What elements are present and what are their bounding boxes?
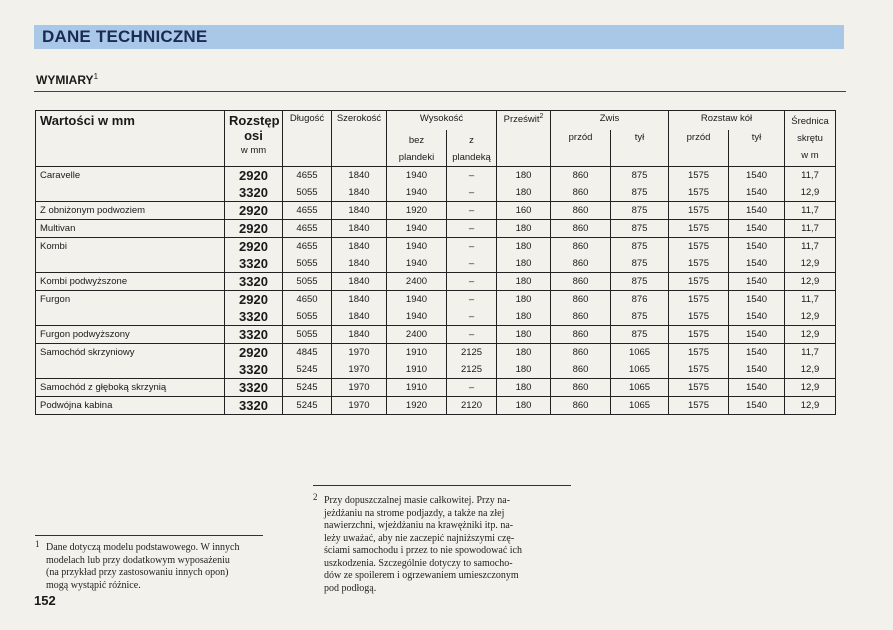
turning-diameter-cell: 11,7: [785, 202, 836, 220]
page-title: DANE TECHNICZNE: [42, 27, 208, 46]
width-cell: 1970: [332, 397, 387, 415]
track-front-cell: 1575: [669, 291, 729, 309]
turning-diameter-cell: 11,7: [785, 220, 836, 238]
width-cell: 1840: [332, 220, 387, 238]
track-front-cell: 1575: [669, 308, 729, 326]
track-front-cell: 1575: [669, 220, 729, 238]
footnote-line: pod podłogą.: [324, 582, 377, 594]
wheelbase-cell: 3320: [225, 184, 283, 202]
overhang-front-cell: 860: [551, 202, 611, 220]
header-wheelbase-label: Rozstęp osi: [229, 113, 280, 143]
table-row: [36, 167, 836, 185]
width-cell: 1840: [332, 167, 387, 185]
length-cell: 5245: [283, 397, 332, 415]
footnote-1-mark: 1: [35, 539, 40, 549]
height-tarp-cell: –: [447, 238, 497, 256]
track-rear-cell: 1540: [729, 220, 785, 238]
footnote-line: uszkodzenia. Szczególnie dotyczy to samocho-: [324, 557, 513, 569]
track-rear-cell: 1540: [729, 167, 785, 185]
track-rear-cell: 1540: [729, 379, 785, 397]
model-name-cell: Kombi: [36, 238, 225, 256]
table-row: [36, 308, 836, 326]
header-clearance-mark: 2: [539, 113, 544, 120]
turning-diameter-cell: 12,9: [785, 361, 836, 379]
height-tarp-cell: –: [447, 379, 497, 397]
dimensions-table: [35, 110, 836, 415]
overhang-rear-cell: 875: [611, 202, 669, 220]
overhang-rear-cell: 875: [611, 184, 669, 202]
clearance-cell: 180: [497, 273, 551, 291]
turning-diameter-cell: 12,9: [785, 397, 836, 415]
model-name-cell: [36, 361, 225, 379]
track-rear-cell: 1540: [729, 202, 785, 220]
track-rear-cell: 1540: [729, 361, 785, 379]
model-name-cell: Z obniżonym podwoziem: [36, 202, 225, 220]
table-row: [36, 344, 836, 362]
overhang-front-cell: 860: [551, 167, 611, 185]
width-cell: 1840: [332, 202, 387, 220]
header-clearance-label: Prześwit: [503, 114, 540, 126]
width-cell: 1840: [332, 308, 387, 326]
overhang-front-cell: 860: [551, 220, 611, 238]
length-cell: 5055: [283, 184, 332, 202]
height-tarp-cell: –: [447, 273, 497, 291]
clearance-cell: 180: [497, 220, 551, 238]
track-rear-cell: 1540: [729, 291, 785, 309]
footnote-line: ściami samochodu i przez to nie spowodować ich: [324, 545, 522, 556]
track-rear-cell: 1540: [729, 184, 785, 202]
model-name-cell: Samochód skrzyniowy: [36, 344, 225, 362]
width-cell: 1840: [332, 273, 387, 291]
wheelbase-cell: 2920: [225, 238, 283, 256]
section-banner: [34, 25, 844, 49]
table-row: [36, 220, 836, 238]
dimensions-table-body: [36, 167, 836, 415]
overhang-front-cell: 860: [551, 379, 611, 397]
overhang-front-cell: 860: [551, 184, 611, 202]
header-height-no-tarp: bez plandeki: [387, 130, 447, 167]
turning-diameter-cell: 11,7: [785, 344, 836, 362]
footnote-1: [35, 539, 286, 592]
height-tarp-cell: –: [447, 220, 497, 238]
height-no-tarp-cell: 1940: [387, 308, 447, 326]
overhang-rear-cell: 875: [611, 220, 669, 238]
length-cell: 4655: [283, 167, 332, 185]
clearance-cell: 180: [497, 326, 551, 344]
footnote-line: mogą wystąpić różnice.: [46, 579, 141, 591]
header-track: Rozstaw kół: [669, 111, 785, 131]
height-no-tarp-cell: 1940: [387, 167, 447, 185]
width-cell: 1970: [332, 344, 387, 362]
width-cell: 1840: [332, 238, 387, 256]
page-number: 152: [34, 593, 56, 608]
width-cell: 1970: [332, 379, 387, 397]
table-row: [36, 273, 836, 291]
width-cell: 1840: [332, 291, 387, 309]
overhang-front-cell: 860: [551, 238, 611, 256]
turning-diameter-cell: 12,9: [785, 273, 836, 291]
model-name-cell: [36, 308, 225, 326]
height-tarp-cell: 2120: [447, 397, 497, 415]
wheelbase-cell: 3320: [225, 361, 283, 379]
overhang-rear-cell: 875: [611, 238, 669, 256]
footnote-line: Przy dopuszczalnej masie całkowitej. Przy na-: [324, 495, 511, 506]
footnote-1-rule: [35, 535, 263, 536]
turning-diameter-cell: 12,9: [785, 184, 836, 202]
height-no-tarp-cell: 1920: [387, 202, 447, 220]
overhang-front-cell: 860: [551, 308, 611, 326]
height-tarp-cell: 2125: [447, 361, 497, 379]
height-no-tarp-cell: 1910: [387, 344, 447, 362]
header-overhang-rear: tył: [611, 130, 669, 167]
header-wheelbase: [225, 111, 283, 167]
overhang-rear-cell: 1065: [611, 344, 669, 362]
track-front-cell: 1575: [669, 379, 729, 397]
length-cell: 5245: [283, 361, 332, 379]
length-cell: 5055: [283, 255, 332, 273]
wheelbase-cell: 3320: [225, 308, 283, 326]
turning-diameter-cell: 12,9: [785, 326, 836, 344]
height-tarp-cell: 2125: [447, 344, 497, 362]
model-name-cell: [36, 255, 225, 273]
model-name-cell: Kombi podwyższone: [36, 273, 225, 291]
track-rear-cell: 1540: [729, 238, 785, 256]
overhang-front-cell: 860: [551, 344, 611, 362]
track-rear-cell: 1540: [729, 255, 785, 273]
table-row: [36, 184, 836, 202]
overhang-front-cell: 860: [551, 326, 611, 344]
height-tarp-cell: –: [447, 167, 497, 185]
overhang-rear-cell: 875: [611, 167, 669, 185]
overhang-rear-cell: 876: [611, 291, 669, 309]
overhang-rear-cell: 1065: [611, 397, 669, 415]
table-row: [36, 291, 836, 309]
wheelbase-cell: 3320: [225, 273, 283, 291]
wheelbase-cell: 2920: [225, 202, 283, 220]
model-name-cell: [36, 184, 225, 202]
model-name-cell: Multivan: [36, 220, 225, 238]
height-no-tarp-cell: 1940: [387, 255, 447, 273]
height-tarp-cell: –: [447, 291, 497, 309]
height-no-tarp-cell: 1940: [387, 238, 447, 256]
track-front-cell: 1575: [669, 167, 729, 185]
track-rear-cell: 1540: [729, 397, 785, 415]
height-no-tarp-cell: 1910: [387, 361, 447, 379]
track-front-cell: 1575: [669, 326, 729, 344]
turning-diameter-cell: 12,9: [785, 308, 836, 326]
track-rear-cell: 1540: [729, 344, 785, 362]
wheelbase-cell: 2920: [225, 344, 283, 362]
model-name-cell: Caravelle: [36, 167, 225, 185]
footnote-line: leży uważać, aby nie zaczepić najniższymi czę-: [324, 532, 515, 544]
clearance-cell: 180: [497, 308, 551, 326]
turning-diameter-cell: 11,7: [785, 167, 836, 185]
table-row: [36, 361, 836, 379]
overhang-rear-cell: 875: [611, 326, 669, 344]
model-name-cell: Furgon: [36, 291, 225, 309]
width-cell: 1840: [332, 184, 387, 202]
model-name-cell: Samochód z głęboką skrzynią: [36, 379, 225, 397]
footnote-line: nawierzchni, wjeżdżaniu na krawężniki itp. na-: [324, 520, 514, 531]
height-tarp-cell: –: [447, 255, 497, 273]
clearance-cell: 160: [497, 202, 551, 220]
header-wheelbase-unit: w mm: [240, 145, 267, 156]
section-footnote-mark: 1: [93, 72, 99, 81]
length-cell: 4655: [283, 238, 332, 256]
height-no-tarp-cell: 1940: [387, 291, 447, 309]
section-heading: [36, 72, 98, 87]
wheelbase-cell: 3320: [225, 379, 283, 397]
track-front-cell: 1575: [669, 238, 729, 256]
height-no-tarp-cell: 1910: [387, 379, 447, 397]
height-no-tarp-cell: 1940: [387, 184, 447, 202]
track-front-cell: 1575: [669, 397, 729, 415]
overhang-rear-cell: 1065: [611, 361, 669, 379]
track-front-cell: 1575: [669, 202, 729, 220]
footnote-line: Dane dotyczą modelu podstawowego. W innych: [46, 542, 240, 553]
overhang-front-cell: 860: [551, 361, 611, 379]
height-no-tarp-cell: 2400: [387, 273, 447, 291]
header-overhang-front: przód: [551, 130, 611, 167]
overhang-rear-cell: 875: [611, 308, 669, 326]
height-tarp-cell: –: [447, 326, 497, 344]
clearance-cell: 180: [497, 167, 551, 185]
clearance-cell: 180: [497, 291, 551, 309]
width-cell: 1840: [332, 255, 387, 273]
width-cell: 1840: [332, 326, 387, 344]
footnote-2: [313, 492, 579, 595]
height-no-tarp-cell: 2400: [387, 326, 447, 344]
header-turning-unit: w m: [801, 150, 819, 161]
footnote-line: modelach lub przy dodatkowym wyposażeniu: [46, 554, 230, 566]
header-width: Szerokość: [332, 111, 387, 167]
wheelbase-cell: 2920: [225, 291, 283, 309]
length-cell: 5055: [283, 326, 332, 344]
clearance-cell: 180: [497, 344, 551, 362]
header-turning-label: Średnica skrętu: [791, 116, 829, 144]
track-rear-cell: 1540: [729, 273, 785, 291]
length-cell: 4845: [283, 344, 332, 362]
overhang-rear-cell: 875: [611, 273, 669, 291]
header-clearance: [497, 111, 551, 167]
track-rear-cell: 1540: [729, 326, 785, 344]
table-row: [36, 238, 836, 256]
turning-diameter-cell: 12,9: [785, 379, 836, 397]
clearance-cell: 180: [497, 184, 551, 202]
model-name-cell: Podwójna kabina: [36, 397, 225, 415]
wheelbase-cell: 3320: [225, 326, 283, 344]
turning-diameter-cell: 12,9: [785, 255, 836, 273]
clearance-cell: 180: [497, 379, 551, 397]
height-tarp-cell: –: [447, 308, 497, 326]
table-row: [36, 255, 836, 273]
track-front-cell: 1575: [669, 255, 729, 273]
height-tarp-cell: –: [447, 184, 497, 202]
section-divider: [34, 91, 846, 92]
table-row: [36, 379, 836, 397]
clearance-cell: 180: [497, 361, 551, 379]
overhang-front-cell: 860: [551, 273, 611, 291]
overhang-rear-cell: 875: [611, 255, 669, 273]
length-cell: 5245: [283, 379, 332, 397]
header-track-front: przód: [669, 130, 729, 167]
turning-diameter-cell: 11,7: [785, 238, 836, 256]
length-cell: 4650: [283, 291, 332, 309]
overhang-front-cell: 860: [551, 291, 611, 309]
track-front-cell: 1575: [669, 273, 729, 291]
clearance-cell: 180: [497, 238, 551, 256]
overhang-front-cell: 860: [551, 255, 611, 273]
length-cell: 5055: [283, 308, 332, 326]
height-no-tarp-cell: 1940: [387, 220, 447, 238]
model-name-cell: Furgon podwyższony: [36, 326, 225, 344]
track-front-cell: 1575: [669, 361, 729, 379]
height-no-tarp-cell: 1920: [387, 397, 447, 415]
footnote-2-rule: [313, 485, 571, 486]
header-overhang: Zwis: [551, 111, 669, 131]
track-rear-cell: 1540: [729, 308, 785, 326]
table-row: [36, 202, 836, 220]
turning-diameter-cell: 11,7: [785, 291, 836, 309]
wheelbase-cell: 3320: [225, 397, 283, 415]
footnote-2-mark: 2: [313, 492, 318, 502]
header-height: Wysokość: [387, 111, 497, 131]
length-cell: 4655: [283, 220, 332, 238]
section-title: WYMIARY: [36, 73, 94, 87]
track-front-cell: 1575: [669, 344, 729, 362]
header-length: Długość: [283, 111, 332, 167]
wheelbase-cell: 2920: [225, 167, 283, 185]
footnote-line: dów ze spoilerem i ogrzewaniem umieszczonym: [324, 570, 519, 581]
header-values: Wartości w mm: [36, 111, 225, 167]
length-cell: 5055: [283, 273, 332, 291]
wheelbase-cell: 3320: [225, 255, 283, 273]
height-tarp-cell: –: [447, 202, 497, 220]
width-cell: 1970: [332, 361, 387, 379]
header-track-rear: tył: [729, 130, 785, 167]
track-front-cell: 1575: [669, 184, 729, 202]
footnote-line: jeżdżaniu na strome podjazdy, a także na złej: [324, 507, 505, 519]
overhang-rear-cell: 1065: [611, 379, 669, 397]
table-row: [36, 397, 836, 415]
footnote-line: (na przykład przy zastosowaniu innych opon): [46, 567, 229, 578]
wheelbase-cell: 2920: [225, 220, 283, 238]
length-cell: 4655: [283, 202, 332, 220]
header-turning: [785, 111, 836, 167]
clearance-cell: 180: [497, 255, 551, 273]
clearance-cell: 180: [497, 397, 551, 415]
header-height-tarp: z plandeką: [447, 130, 497, 167]
table-row: [36, 326, 836, 344]
overhang-front-cell: 860: [551, 397, 611, 415]
